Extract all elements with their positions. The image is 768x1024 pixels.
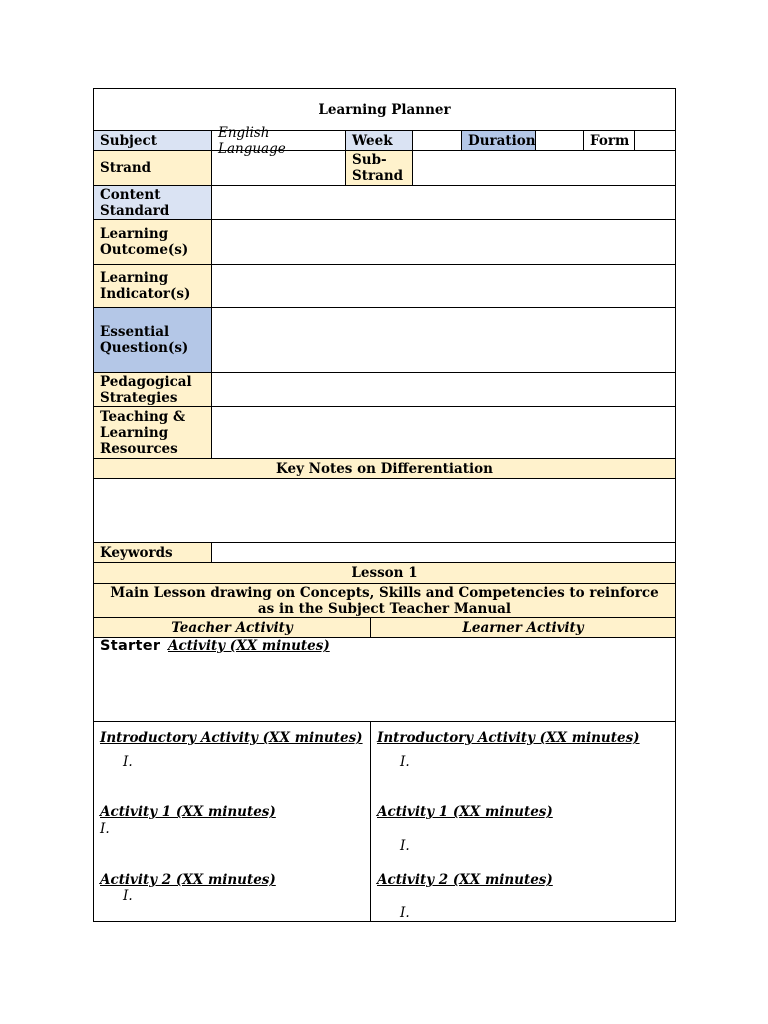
duration-label: Duration (461, 130, 536, 151)
duration-value[interactable] (535, 130, 584, 151)
sub-strand-value[interactable] (412, 150, 676, 186)
strand-value[interactable] (211, 150, 346, 186)
learner-activity-2-item: I. (400, 905, 410, 921)
keywords-field[interactable] (211, 542, 676, 563)
content-standard-field[interactable] (211, 185, 676, 220)
teacher-activity-cell[interactable] (93, 721, 371, 922)
learner-intro-activity: Introductory Activity (XX minutes) (377, 730, 640, 746)
pedagogical-strategies-field[interactable] (211, 372, 676, 407)
starter-label: Starter (100, 638, 161, 654)
main-lesson-heading: Main Lesson drawing on Concepts, Skills and Competencies to reinforce as in the Subject Teacher Manual (93, 583, 676, 618)
keywords-label: Keywords (93, 542, 212, 563)
learner-activity-heading: Learner Activity (370, 617, 676, 638)
form-value[interactable] (634, 130, 676, 151)
learning-outcomes-label: Learning Outcome(s) (93, 219, 212, 265)
subject-value[interactable]: English Language (211, 130, 346, 151)
learner-activity-1: Activity 1 (XX minutes) (377, 804, 553, 820)
content-standard-label: Content Standard (93, 185, 212, 220)
page-title: Learning Planner (93, 88, 676, 131)
teacher-activity-2-item: I. (123, 888, 133, 904)
learning-indicators-label: Learning Indicator(s) (93, 264, 212, 308)
starter-cell[interactable] (93, 637, 676, 722)
learner-activity-1-item: I. (400, 838, 410, 854)
learning-planner-table (93, 88, 676, 922)
learning-indicators-field[interactable] (211, 264, 676, 308)
learner-activity-2: Activity 2 (XX minutes) (377, 872, 553, 888)
differentiation-field[interactable] (93, 478, 676, 543)
differentiation-heading: Key Notes on Differentiation (93, 458, 676, 479)
starter-activity: Activity (XX minutes) (168, 638, 330, 654)
teacher-intro-activity: Introductory Activity (XX minutes) (100, 730, 363, 746)
learner-intro-item: I. (400, 754, 410, 770)
teacher-activity-1-item: I. (100, 821, 110, 837)
essential-questions-field[interactable] (211, 307, 676, 373)
lesson-heading: Lesson 1 (93, 562, 676, 584)
essential-questions-label: Essential Question(s) (93, 307, 212, 373)
teacher-activity-1: Activity 1 (XX minutes) (100, 804, 276, 820)
pedagogical-strategies-label: Pedagogical Strategies (93, 372, 212, 407)
teacher-intro-item: I. (123, 754, 133, 770)
learner-activity-cell[interactable] (370, 721, 676, 922)
sub-strand-label: Sub-Strand (345, 150, 413, 186)
week-label: Week (345, 130, 413, 151)
strand-label: Strand (93, 150, 212, 186)
teacher-activity-heading: Teacher Activity (93, 617, 371, 638)
form-label: Form (583, 130, 635, 151)
learning-outcomes-field[interactable] (211, 219, 676, 265)
teaching-resources-field[interactable] (211, 406, 676, 459)
subject-label: Subject (93, 130, 212, 151)
teaching-resources-label: Teaching & Learning Resources (93, 406, 212, 459)
teacher-activity-2: Activity 2 (XX minutes) (100, 872, 276, 888)
week-value[interactable] (412, 130, 462, 151)
